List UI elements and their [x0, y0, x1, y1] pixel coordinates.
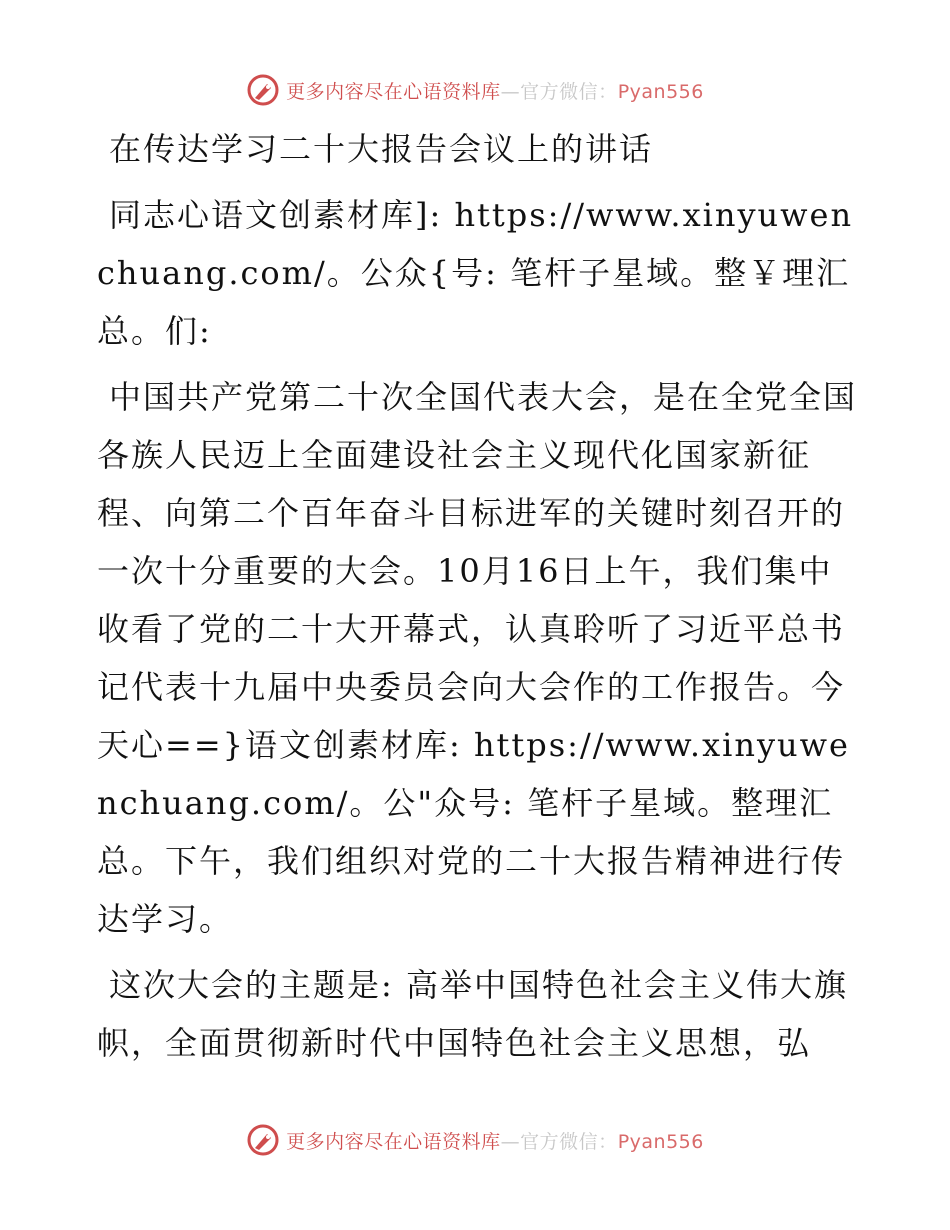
pen-nib-logo-icon	[246, 1123, 280, 1157]
paragraph-3: 这次大会的主题是: 高举中国特色社会主义伟大旗帜，全面贯彻新时代中国特色社会主义思想，弘	[97, 966, 848, 1062]
document-body	[97, 120, 857, 1080]
watermark-separator: —	[500, 1130, 521, 1153]
watermark-handle: Pyan556	[617, 1130, 704, 1153]
watermark-text	[286, 77, 704, 104]
watermark-label: 官方微信：	[520, 1130, 618, 1153]
watermark-separator: —	[500, 80, 521, 103]
paragraph-2: 中国共产党第二十次全国代表大会，是在全党全国各族人民迈上全面建设社会主义现代化国家新征程、向第二个百年奋斗目标进军的关键时刻召开的一次十分重要的大会。10月16日上午，我们集中收看了党的二十大开幕式，认真聆听了习近平总书记代表十九届中央委员会向大会作的工作报告。今天心==}语文创素材库: https://www.xinyuwenchuang.com/。公"众号: 笔杆子星域。整理汇总。下午，我们组织对党的二十大报告精神进行传达学习。	[97, 378, 858, 938]
header-watermark	[0, 70, 950, 110]
footer-watermark	[0, 1120, 950, 1160]
watermark-main: 更多内容尽在心语资料库	[286, 80, 501, 103]
pen-nib-logo-icon	[246, 73, 280, 107]
watermark-main: 更多内容尽在心语资料库	[286, 1130, 501, 1153]
paragraph-1: 同志心语文创素材库]: https://www.xinyuwenchuang.com/。公众{号: 笔杆子星域。整￥理汇总。们:	[97, 196, 854, 350]
watermark-label: 官方微信：	[520, 80, 618, 103]
watermark-handle: Pyan556	[617, 80, 704, 103]
document-title: 在传达学习二十大报告会议上的讲话	[109, 130, 654, 168]
watermark-text	[286, 1127, 704, 1154]
